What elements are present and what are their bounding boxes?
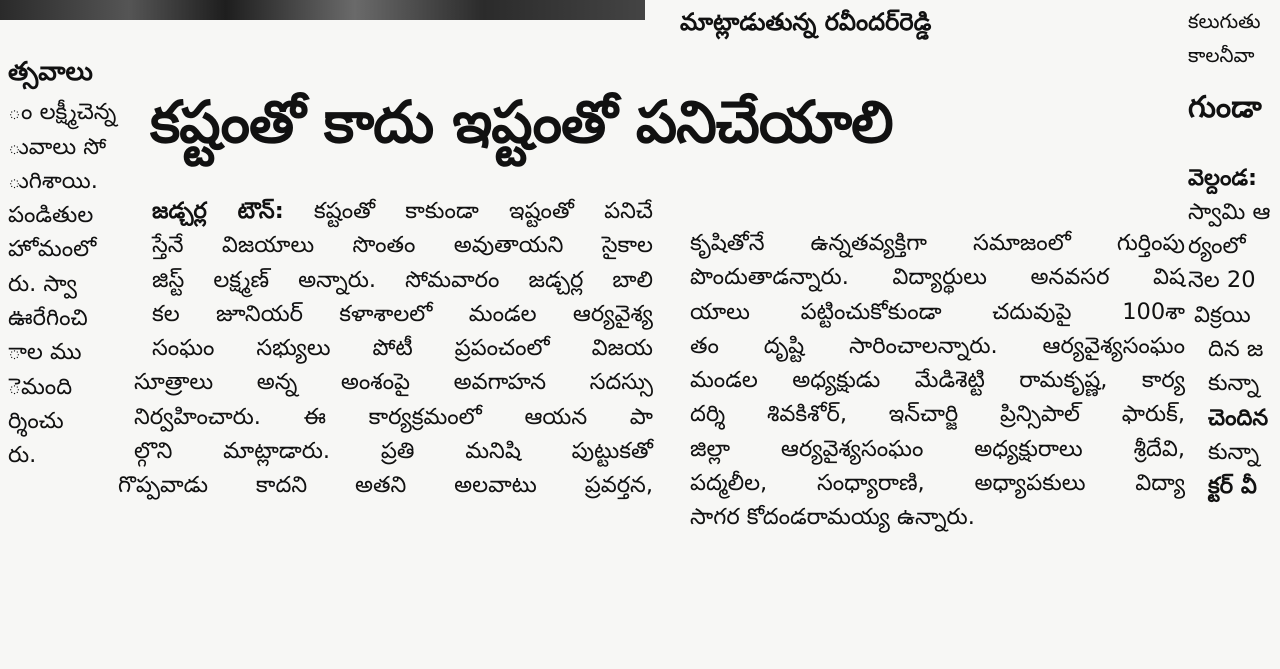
left-column-line: రు. [8,442,37,469]
article-dateline: జడ్చర్ల టౌన్: [152,198,284,224]
photo-caption: మాట్లాడుతున్న రవీందర్‌రెడ్డి [680,8,932,36]
far-right-line: నెల 20 [1188,267,1256,294]
far-right-line: ర్యంలో [1188,233,1246,260]
far-right-line: దిన జ [1208,336,1264,363]
far-right-line: కలుగుతు [1188,9,1261,33]
far-right-line: విక్రయి [1194,301,1251,328]
article-line: స్తేనే విజయాలు సొంతం అవుతాయని సైకాల [152,232,653,259]
far-right-line: కున్నా [1208,370,1260,397]
article-line: సంఘం సభ్యులు పోటీ ప్రపంచంలో విజయ [152,335,653,362]
left-column-line: రు. స్వా [8,270,77,297]
left-column-line: ువాలు సో [8,133,107,160]
far-right-column [1188,4,1280,664]
article-column-1 [118,194,653,503]
article-line: తం దృష్టి సారించాలన్నారు. ఆర్యవైశ్యసంఘం [690,332,1185,359]
article-text: కష్టంతో కాకుండా ఇష్టంతో పనిచే [313,198,653,224]
article-line: నిర్వహించారు. ఈ కార్యక్రమంలో ఆయన పా [134,403,653,430]
far-right-line: కున్నా [1208,438,1260,465]
article-column-2 [690,226,1185,535]
article-first-line [118,194,653,228]
article-line: జిస్ట్ లక్ష్మణ్ అన్నారు. సోమవారం జడ్చర్ల బాలి [152,266,653,293]
article-line: ల్గొని మాట్లాడారు. ప్రతి మనిషి పుట్టుకతో [134,438,653,465]
far-right-line: చెందిన [1208,404,1269,431]
article-line: గొప్పవాడు కాదని అతని అలవాటు ప్రవర్తన, [118,472,653,499]
left-column-heading: త్సవాలు [8,57,93,87]
article-line: సాగర కోదండరామయ్య ఉన్నారు. [690,504,975,531]
far-right-heading: గుండా [1188,89,1262,125]
left-column-line: ెమంది [8,373,73,400]
left-column-line: ర్శించు [8,407,64,434]
photo-strip [0,0,645,20]
article-line: కల జూనియర్ కళాశాలలో మండల ఆర్యవైశ్య [152,300,653,327]
left-column-line: ుగిశాయి. [8,167,98,194]
far-right-dateline: వెల్దండ: [1188,164,1258,191]
far-right-line: కాలనీవా [1188,43,1255,68]
article-line: జిల్లా ఆర్యవైశ్యసంఘం అధ్యక్షురాలు శ్రీదేవి, [690,435,1185,462]
left-column-line: ం లక్ష్మీచెన్న [8,99,117,126]
left-column-line: హోమంలో [8,236,97,263]
article-line: మండల అధ్యక్షుడు మేడిశెట్టి రామకృష్ణ, కార్య [690,367,1185,394]
article-line: కృషితోనే ఉన్నతవ్యక్తిగా సమాజంలో గుర్తింపు [690,230,1185,256]
left-column-line: పండితుల [8,202,94,229]
far-right-line: క్టర్ వీ [1208,473,1257,500]
left-column-line: ాల ము [8,339,82,366]
article-line: దర్శి శివకిశోర్, ఇన్‌చార్జి ప్రిన్సిపాల్ ఫారుక్, [690,401,1185,428]
article-headline: కష్టంతో కాదు ఇష్టంతో పనిచేయాలి [150,88,893,156]
far-right-line: స్వామి ఆ [1188,198,1271,225]
left-column-line: ఊరేగించి [8,305,88,332]
left-column [0,55,130,473]
article-line: సూత్రాలు అన్న అంశంపై అవగాహన సదస్సు [134,369,653,396]
article-line: పద్మలీల, సంధ్యారాణి, అధ్యాపకులు విద్యా [690,470,1185,497]
article-line: పొందుతాడన్నారు. విద్యార్థులు అనవసర విష [690,264,1185,291]
article-line: యాలు పట్టించుకోకుండా చదువుపై 100శా [690,298,1185,325]
